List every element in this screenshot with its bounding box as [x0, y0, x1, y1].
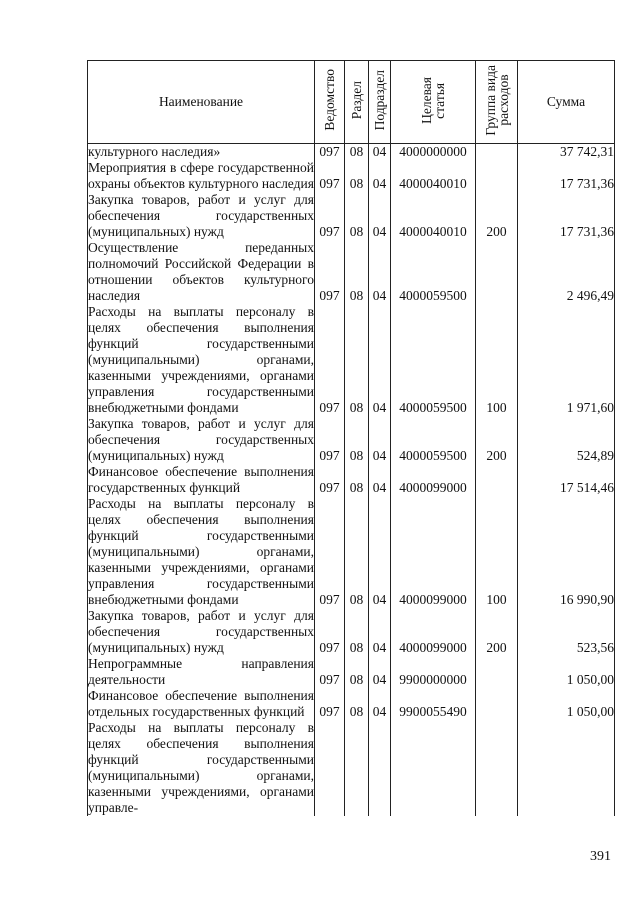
row-cel [391, 720, 476, 816]
header-ved: Ведомство [315, 61, 345, 144]
row-name: Расходы на выплаты персоналу в целях обеспечения выполнения функций государственными (муниципальными) органами, казенными учреждениями, органами управления государственными внебюджетными фондами [88, 304, 314, 415]
row-razdel: 08 [345, 304, 369, 416]
table-row [88, 160, 615, 192]
row-sum: 1 050,00 [518, 688, 615, 720]
table-row [88, 416, 615, 464]
table-row [88, 608, 615, 656]
table-row [88, 688, 615, 720]
table-row [88, 144, 615, 161]
row-podrazdel [369, 720, 391, 816]
row-sum: 17 514,46 [518, 464, 615, 496]
row-cel: 4000099000 [391, 608, 476, 656]
row-sum: 1 971,60 [518, 304, 615, 416]
row-razdel: 08 [345, 240, 369, 304]
row-razdel: 08 [345, 688, 369, 720]
row-ved: 097 [315, 160, 345, 192]
row-sum: 16 990,90 [518, 496, 615, 608]
row-cel: 4000099000 [391, 496, 476, 608]
row-ved: 097 [315, 304, 345, 416]
row-razdel: 08 [345, 144, 369, 161]
row-grp [476, 144, 518, 161]
row-ved: 097 [315, 416, 345, 464]
header-name: Наименование [88, 61, 315, 144]
row-name: Закупка товаров, работ и услуг для обеспечения государственных (муниципальных) нужд [88, 192, 314, 239]
row-podrazdel: 04 [369, 608, 391, 656]
row-razdel [345, 720, 369, 816]
header-razdel: Раздел [345, 61, 369, 144]
row-grp: 100 [476, 496, 518, 608]
row-cel: 4000000000 [391, 144, 476, 161]
row-name: Финансовое обеспечение выполнения государственных функций [88, 464, 314, 495]
row-razdel: 08 [345, 656, 369, 688]
row-name: Осуществление переданных полномочий Российской Федерации в отношении объектов культурного наследия [88, 240, 314, 303]
table-row [88, 464, 615, 496]
table-row [88, 720, 615, 816]
row-cel: 4000099000 [391, 464, 476, 496]
row-podrazdel: 04 [369, 656, 391, 688]
row-sum: 524,89 [518, 416, 615, 464]
row-name: Мероприятия в сфере государственной охраны объектов культурного наследия [88, 160, 314, 191]
table-row [88, 240, 615, 304]
row-podrazdel: 04 [369, 240, 391, 304]
header-grp-line1: Группа вида [482, 64, 498, 136]
row-sum [518, 720, 615, 816]
row-name: Закупка товаров, работ и услуг для обеспечения государственных (муниципальных) нужд [88, 608, 314, 655]
row-name: культурного наследия» [88, 144, 315, 161]
row-cel: 4000059500 [391, 304, 476, 416]
row-razdel: 08 [345, 416, 369, 464]
row-sum: 17 731,36 [518, 192, 615, 240]
row-podrazdel: 04 [369, 496, 391, 608]
header-cel-line1: Целевая [419, 76, 434, 124]
row-ved: 097 [315, 688, 345, 720]
row-grp: 100 [476, 304, 518, 416]
row-razdel: 08 [345, 464, 369, 496]
row-grp: 200 [476, 192, 518, 240]
budget-table [87, 60, 615, 816]
header-grp-line2: расходов [495, 74, 511, 126]
row-ved: 097 [315, 240, 345, 304]
row-name: Расходы на выплаты персоналу в целях обеспечения выполнения функций государственными (муниципальными) органами, казенными учреждениями, органами управления государственными внебюджетными фондами [88, 496, 314, 607]
table-row [88, 496, 615, 608]
header-podrazdel: Подраздел [369, 61, 391, 144]
row-razdel: 08 [345, 496, 369, 608]
row-ved: 097 [315, 608, 345, 656]
row-ved: 097 [315, 464, 345, 496]
row-sum: 37 742,31 [518, 144, 615, 161]
row-name: Расходы на выплаты персоналу в целях обеспечения выполнения функций государственными (муниципальными) органами, казенными учреждениями, органами управле- [88, 720, 314, 815]
table-body [88, 144, 615, 817]
row-ved: 097 [315, 496, 345, 608]
row-grp: 200 [476, 608, 518, 656]
row-cel: 9900055490 [391, 688, 476, 720]
row-sum: 523,56 [518, 608, 615, 656]
row-ved: 097 [315, 192, 345, 240]
row-razdel: 08 [345, 192, 369, 240]
row-grp [476, 464, 518, 496]
row-razdel: 08 [345, 160, 369, 192]
row-podrazdel: 04 [369, 464, 391, 496]
row-sum: 17 731,36 [518, 160, 615, 192]
row-podrazdel: 04 [369, 688, 391, 720]
row-name: Непрограммные направления деятельности [88, 656, 314, 687]
page-number: 391 [590, 849, 611, 864]
row-grp [476, 656, 518, 688]
row-grp [476, 720, 518, 816]
row-sum: 2 496,49 [518, 240, 615, 304]
row-grp [476, 160, 518, 192]
row-grp [476, 240, 518, 304]
row-grp [476, 688, 518, 720]
row-name: Закупка товаров, работ и услуг для обеспечения государственных (муниципальных) нужд [88, 416, 314, 463]
row-podrazdel: 04 [369, 416, 391, 464]
row-sum: 1 050,00 [518, 656, 615, 688]
row-ved: 097 [315, 144, 345, 161]
row-podrazdel: 04 [369, 144, 391, 161]
table-row [88, 192, 615, 240]
row-podrazdel: 04 [369, 160, 391, 192]
row-razdel: 08 [345, 608, 369, 656]
row-cel: 4000059500 [391, 416, 476, 464]
header-cel [391, 61, 476, 144]
table-header-row [88, 61, 615, 144]
row-cel: 9900000000 [391, 656, 476, 688]
table-row [88, 304, 615, 416]
row-ved: 097 [315, 656, 345, 688]
row-podrazdel: 04 [369, 304, 391, 416]
header-grp [476, 61, 518, 144]
row-grp: 200 [476, 416, 518, 464]
header-sum: Сумма [518, 61, 615, 144]
row-cel: 4000059500 [391, 240, 476, 304]
row-name: Финансовое обеспечение выполнения отдельных государственных функций [88, 688, 314, 719]
row-cel: 4000040010 [391, 160, 476, 192]
table-row [88, 656, 615, 688]
row-ved [315, 720, 345, 816]
header-cel-line2: статья [432, 82, 447, 118]
row-podrazdel: 04 [369, 192, 391, 240]
row-cel: 4000040010 [391, 192, 476, 240]
